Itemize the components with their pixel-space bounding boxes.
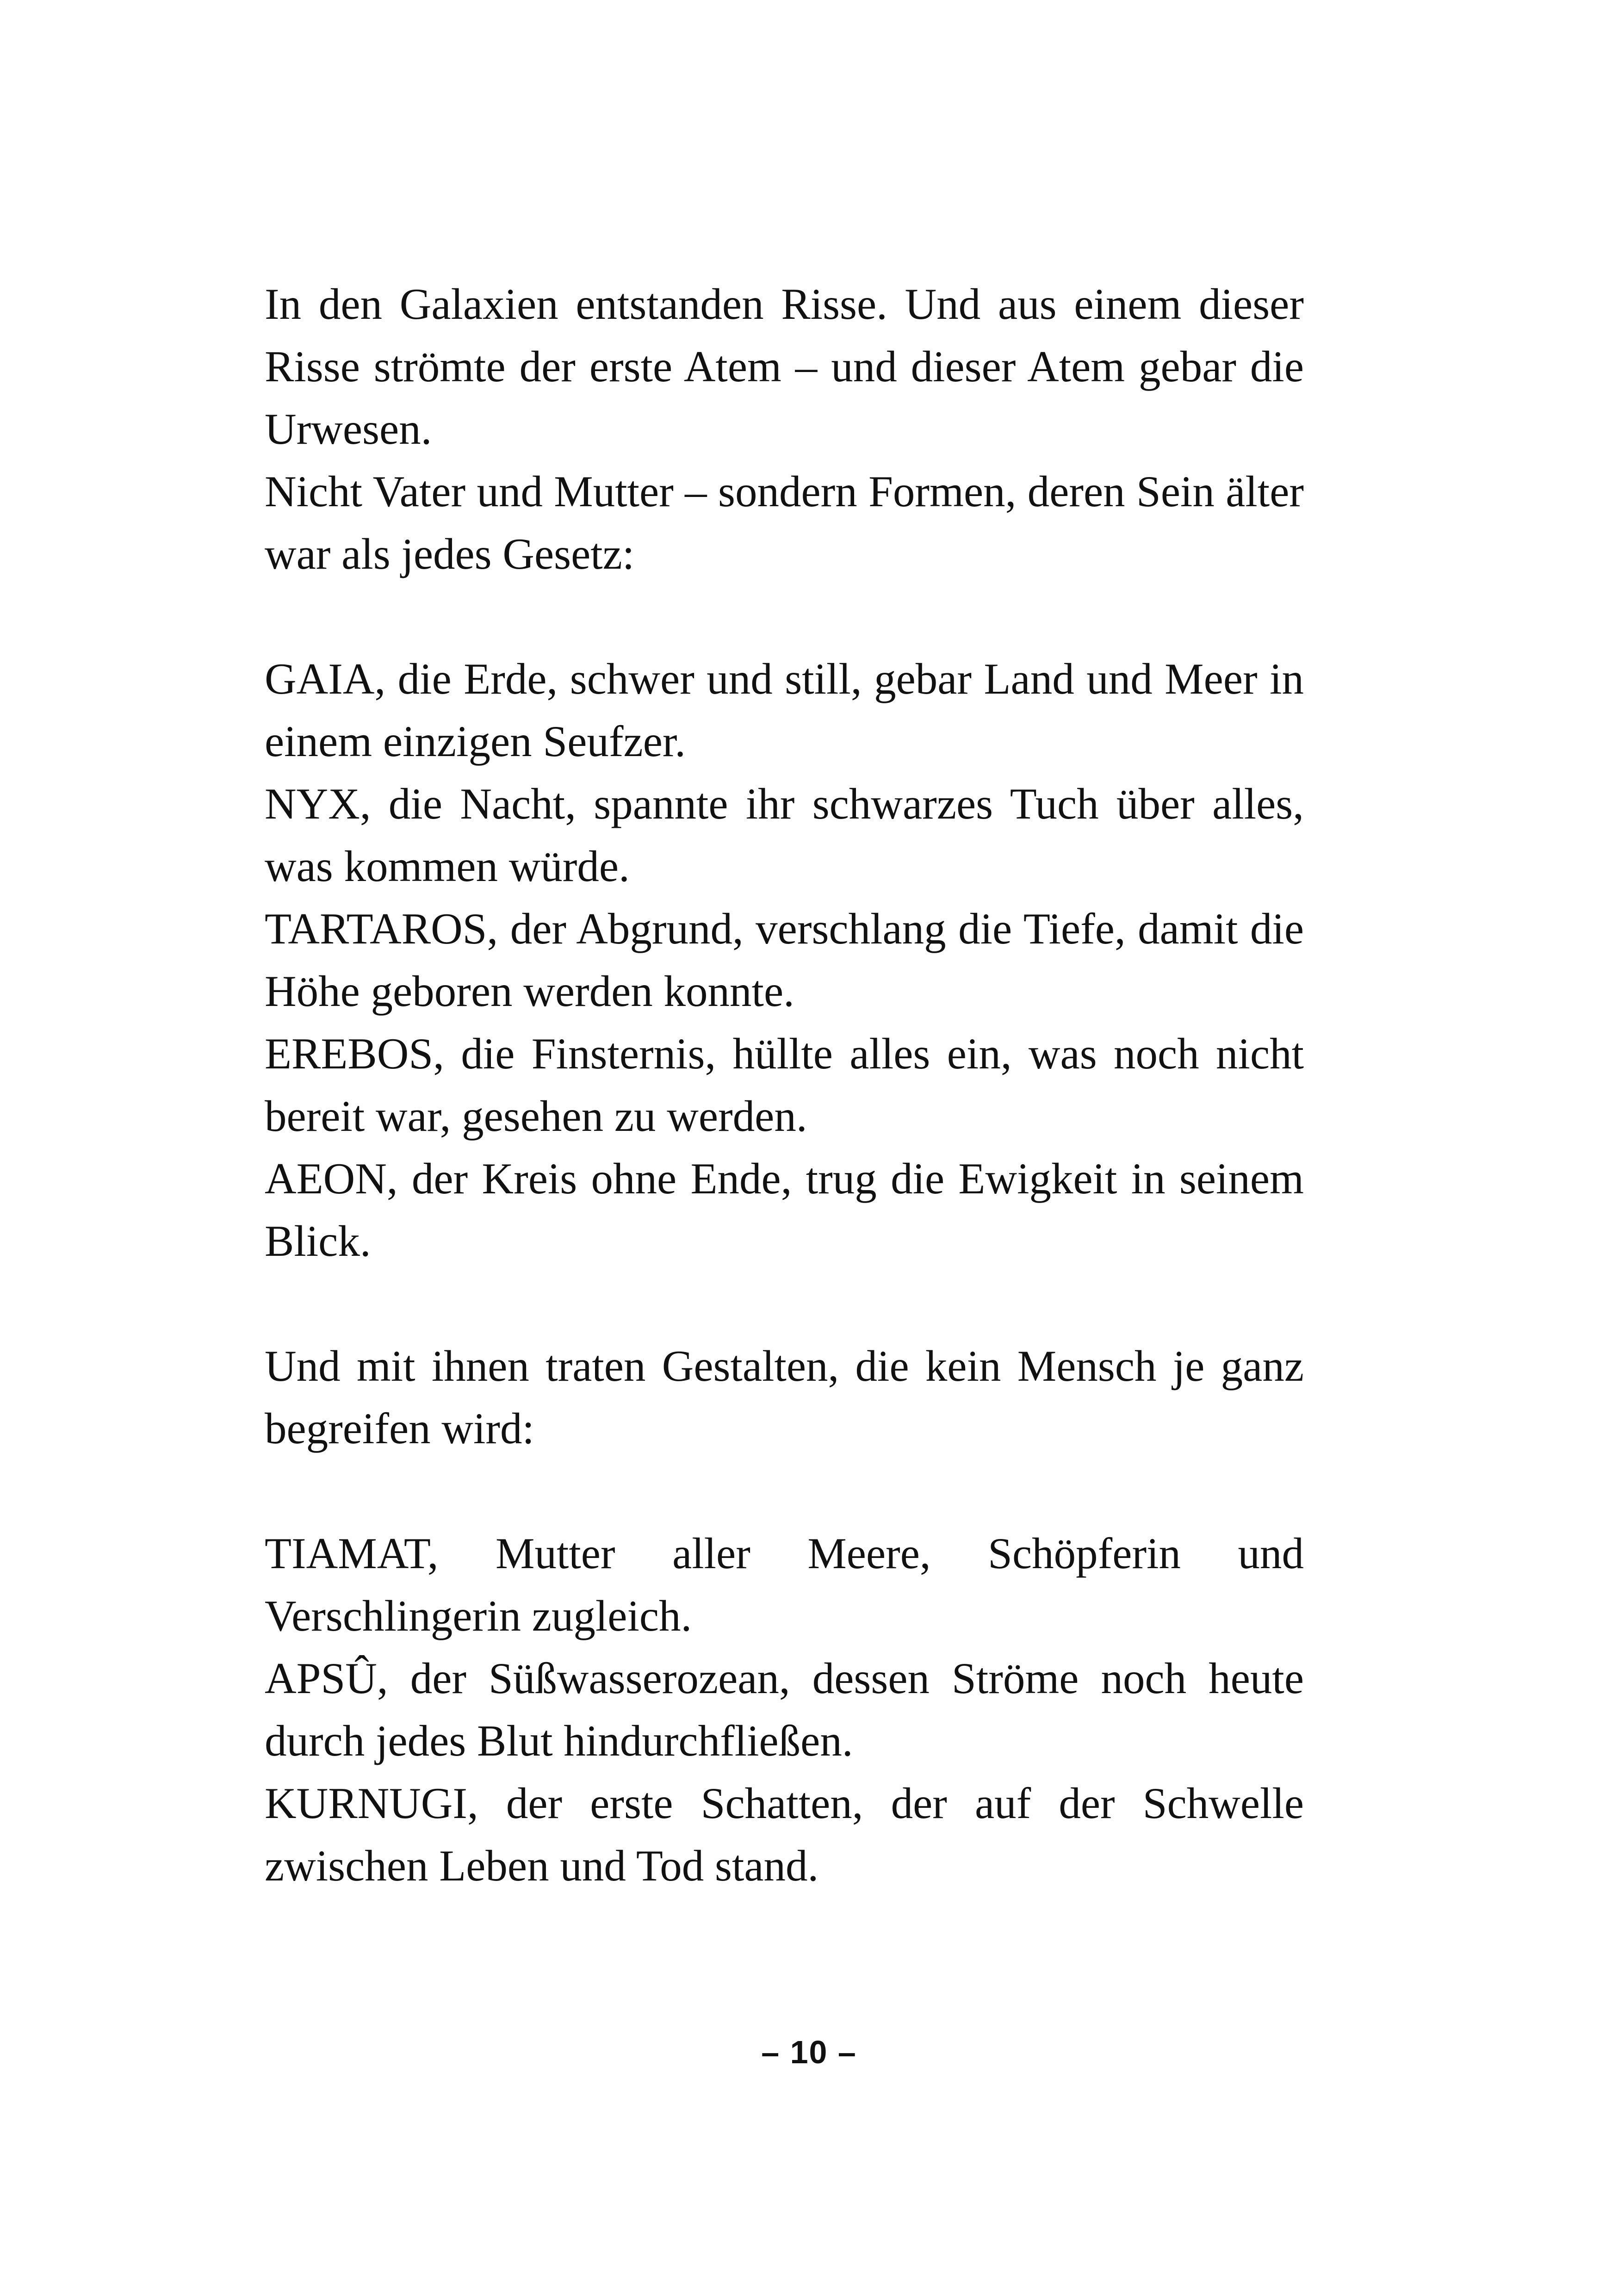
body-text (265, 273, 1304, 1897)
paragraph-apsu: APSÛ, der Süßwasserozean, dessen Ströme noch heute durch jedes Blut hindurchfließen. (265, 1654, 1304, 1765)
paragraph-kurnugi: KURNUGI, der erste Schatten, der auf der Schwelle zwischen Leben und Tod stand. (265, 1779, 1304, 1890)
paragraph-tartaros: TARTAROS, der Abgrund, verschlang die Tiefe, damit die Höhe geboren werden konnte. (265, 904, 1304, 1016)
paragraph-intro-2: Nicht Vater und Mutter – sondern Formen, deren Sein älter war als jedes Gesetz: (265, 467, 1304, 578)
page-number: – 10 – (761, 2034, 857, 2070)
paragraph-aeon: AEON, der Kreis ohne Ende, trug die Ewigkeit in seinem Blick. (265, 1154, 1304, 1266)
paragraph-gaia: GAIA, die Erde, schwer und still, gebar Land und Meer in einem einzigen Seufzer. (265, 654, 1304, 766)
paragraph-tiamat: TIAMAT, Mutter aller Meere, Schöpferin und Verschlingerin zugleich. (265, 1529, 1304, 1640)
blank-line (265, 1460, 1304, 1522)
blank-line (265, 1272, 1304, 1335)
paragraph-intro-1: In den Galaxien entstanden Risse. Und aus einem dieser Risse strömte der erste Atem – und dieser Atem gebar die Urwesen. (265, 279, 1304, 453)
paragraph-nyx: NYX, die Nacht, spannte ihr schwarzes Tuch über alles, was kommen würde. (265, 779, 1304, 891)
blank-line (265, 585, 1304, 648)
paragraph-erebos: EREBOS, die Finsternis, hüllte alles ein, was noch nicht bereit war, gesehen zu werden. (265, 1029, 1304, 1141)
paragraph-gestalten: Und mit ihnen traten Gestalten, die kein Mensch je ganz begreifen wird: (265, 1341, 1304, 1453)
